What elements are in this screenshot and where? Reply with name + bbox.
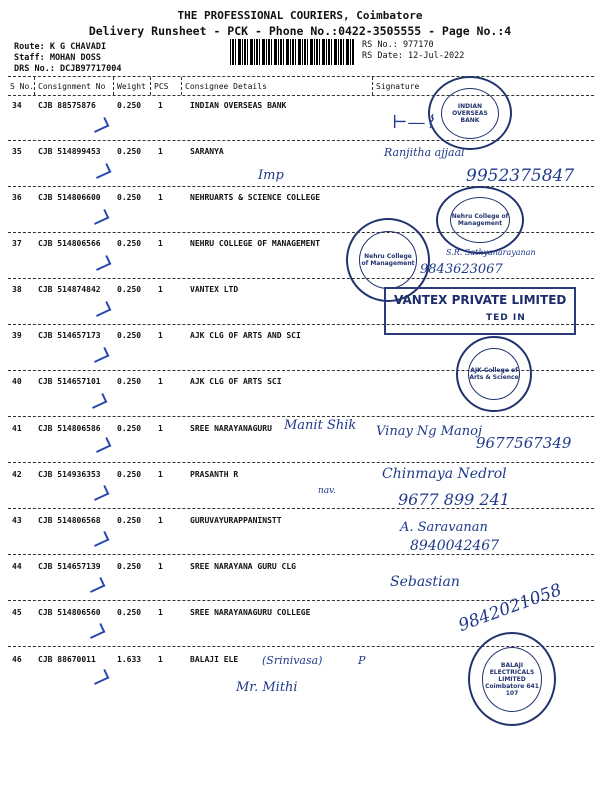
handwritten-note: (Srinivasa) (262, 654, 323, 667)
handwritten-note: nav. (318, 486, 337, 496)
row-weight: 0.250 (117, 101, 142, 110)
row-pcs: 1 (158, 516, 163, 525)
row-weight: 0.250 (117, 239, 142, 248)
runsheet-title: Delivery Runsheet - PCK - Phone No.:0422-3505555 - Page No.:4 (88, 24, 512, 38)
handwritten-phone: 9842021058 (455, 580, 565, 636)
row-consignee: INDIAN OVERSEAS BANK (190, 101, 287, 110)
company-title: THE PROFESSIONAL COURIERS, Coimbatore (177, 9, 423, 22)
row-rule (8, 278, 594, 279)
col-header-signature: Signature (376, 82, 420, 91)
handwritten-phone: 9952375847 (466, 166, 575, 186)
col-divider (34, 77, 35, 95)
handwritten-signature: A. Saravanan (400, 520, 488, 535)
handwritten-phone: 9677567349 (476, 434, 572, 452)
handwritten-phone: 8940042467 (410, 538, 500, 554)
row-sno: 45 (12, 608, 22, 617)
row-consignment: CJB 514806586 (38, 424, 101, 433)
row-weight: 0.250 (117, 285, 142, 294)
ajk-stamp-text: AJK College of Arts & Science (468, 348, 520, 400)
row-weight: 0.250 (117, 147, 142, 156)
vantex-stamp (384, 287, 576, 335)
header-top-rule (8, 76, 594, 77)
row-weight: 1.633 (117, 655, 142, 664)
row-consignee: SARANYA (190, 147, 224, 156)
college-stamp-text: Nehru College of Management (450, 197, 511, 244)
handwritten-signature: Chinmaya Nedrol (382, 466, 507, 482)
row-sno: 37 (12, 239, 22, 248)
row-weight: 0.250 (117, 331, 142, 340)
rs-number: RS No.: 977170 (362, 40, 434, 50)
row-sno: 46 (12, 655, 22, 664)
row-weight: 0.250 (117, 377, 142, 386)
row-consignment: CJB 514806600 (38, 193, 101, 202)
row-rule (8, 140, 594, 141)
college-stamp-icon (436, 186, 524, 254)
barcode (230, 39, 355, 65)
row-sno: 43 (12, 516, 22, 525)
row-sno: 34 (12, 101, 22, 110)
row-pcs: 1 (158, 193, 163, 202)
handwritten-signature: Mr. Mithi (236, 680, 298, 695)
table-row (0, 516, 600, 562)
col-divider (181, 77, 182, 95)
col-divider (372, 77, 373, 95)
row-pcs: 1 (158, 239, 163, 248)
bank-stamp-icon (428, 76, 512, 150)
row-pcs: 1 (158, 424, 163, 433)
ajk-stamp-icon (456, 336, 532, 412)
staff-label: Staff: MOHAN DOSS (14, 53, 101, 63)
row-consignment: CJB 514806566 (38, 239, 101, 248)
handwritten-signature: Vinay Ng Manoj (376, 424, 483, 439)
row-pcs: 1 (158, 655, 163, 664)
balaji-stamp-text: BALAJI ELECTRICALS LIMITED Coimbatore 641 107 (482, 647, 543, 712)
row-consignee: PRASANTH R (190, 470, 239, 479)
row-weight: 0.250 (117, 193, 142, 202)
row-consignee: SREE NARAYANA GURU CLG (190, 562, 296, 571)
col-header-weight: Weight (117, 82, 146, 91)
vantex-stamp-top: VANTEX PRIVATE LIMITED (394, 293, 567, 307)
handwritten-note: Manit Shik (284, 418, 357, 433)
row-weight: 0.250 (117, 608, 142, 617)
row-pcs: 1 (158, 147, 163, 156)
row-consignment: CJB 514657139 (38, 562, 101, 571)
row-pcs: 1 (158, 331, 163, 340)
row-consignee: SREE NARAYANAGURU (190, 424, 272, 433)
col-header-pcs: PCS (154, 82, 169, 91)
col-header-consignment: Consignment No (38, 82, 106, 91)
row-sno: 42 (12, 470, 22, 479)
row-rule (8, 554, 594, 555)
row-rule (8, 186, 594, 187)
bank-stamp-text: INDIAN OVERSEAS BANK (441, 88, 499, 139)
row-consignment: CJB 514899453 (38, 147, 101, 156)
row-consignment: CJB 514806568 (38, 516, 101, 525)
handwritten-phone: 9677 899 241 (398, 490, 510, 509)
handwritten-note: Imp (258, 168, 284, 183)
row-consignment: CJB 514657101 (38, 377, 101, 386)
handwritten-signature: Ranjitha ajjaal (384, 146, 465, 159)
row-sno: 39 (12, 331, 22, 340)
nehru-stamp-text: Nehru College of Management (359, 231, 417, 289)
row-consignee: GURUVAYURAPPANINSTT (190, 516, 282, 525)
row-consignee: BALAJI ELE (190, 655, 239, 664)
row-weight: 0.250 (117, 470, 142, 479)
row-rule (8, 462, 594, 463)
row-pcs: 1 (158, 377, 163, 386)
handwritten-note: P (358, 654, 366, 667)
row-consignment: CJB 88575876 (38, 101, 96, 110)
row-consignee: AJK CLG OF ARTS SCI (190, 377, 282, 386)
row-consignment: CJB 514936353 (38, 470, 101, 479)
row-consignment: CJB 514806560 (38, 608, 101, 617)
rs-date: RS Date: 12-Jul-2022 (362, 51, 465, 61)
handwritten-signature: Sebastian (390, 574, 460, 590)
col-header-sno: S No. (10, 82, 35, 91)
row-sno: 38 (12, 285, 22, 294)
handwritten-signature: S.R. Sathyanarayanan (446, 248, 536, 257)
col-divider (113, 77, 114, 95)
signature-scribble: ⊢—⌇ (392, 112, 435, 133)
handwritten-phone: 9843623067 (420, 262, 503, 277)
vantex-stamp-bottom: TED IN (486, 313, 526, 323)
table-row (0, 470, 600, 516)
row-consignment: CJB 514657173 (38, 331, 101, 340)
row-sno: 35 (12, 147, 22, 156)
row-consignee: SREE NARAYANAGURU COLLEGE (190, 608, 311, 617)
row-pcs: 1 (158, 101, 163, 110)
row-weight: 0.250 (117, 562, 142, 571)
row-consignee: NEHRU COLLEGE OF MANAGEMENT (190, 239, 321, 248)
row-weight: 0.250 (117, 424, 142, 433)
row-rule (8, 416, 594, 417)
row-pcs: 1 (158, 285, 163, 294)
row-sno: 40 (12, 377, 22, 386)
row-consignee: AJK CLG OF ARTS AND SCI (190, 331, 301, 340)
route-label: Route: K G CHAVADI (14, 42, 107, 52)
row-pcs: 1 (158, 562, 163, 571)
row-consignment: CJB 88670011 (38, 655, 96, 664)
row-weight: 0.250 (117, 516, 142, 525)
balaji-stamp-icon (468, 632, 556, 726)
drs-label: DRS No.: DCJB97717004 (14, 64, 122, 74)
row-pcs: 1 (158, 608, 163, 617)
row-consignee: NEHRUARTS & SCIENCE COLLEGE (190, 193, 321, 202)
row-consignment: CJB 514874842 (38, 285, 101, 294)
row-sno: 41 (12, 424, 22, 433)
col-header-consignee: Consignee Details (185, 82, 267, 91)
row-sno: 36 (12, 193, 22, 202)
row-pcs: 1 (158, 470, 163, 479)
col-divider (150, 77, 151, 95)
row-sno: 44 (12, 562, 22, 571)
row-consignee: VANTEX LTD (190, 285, 239, 294)
